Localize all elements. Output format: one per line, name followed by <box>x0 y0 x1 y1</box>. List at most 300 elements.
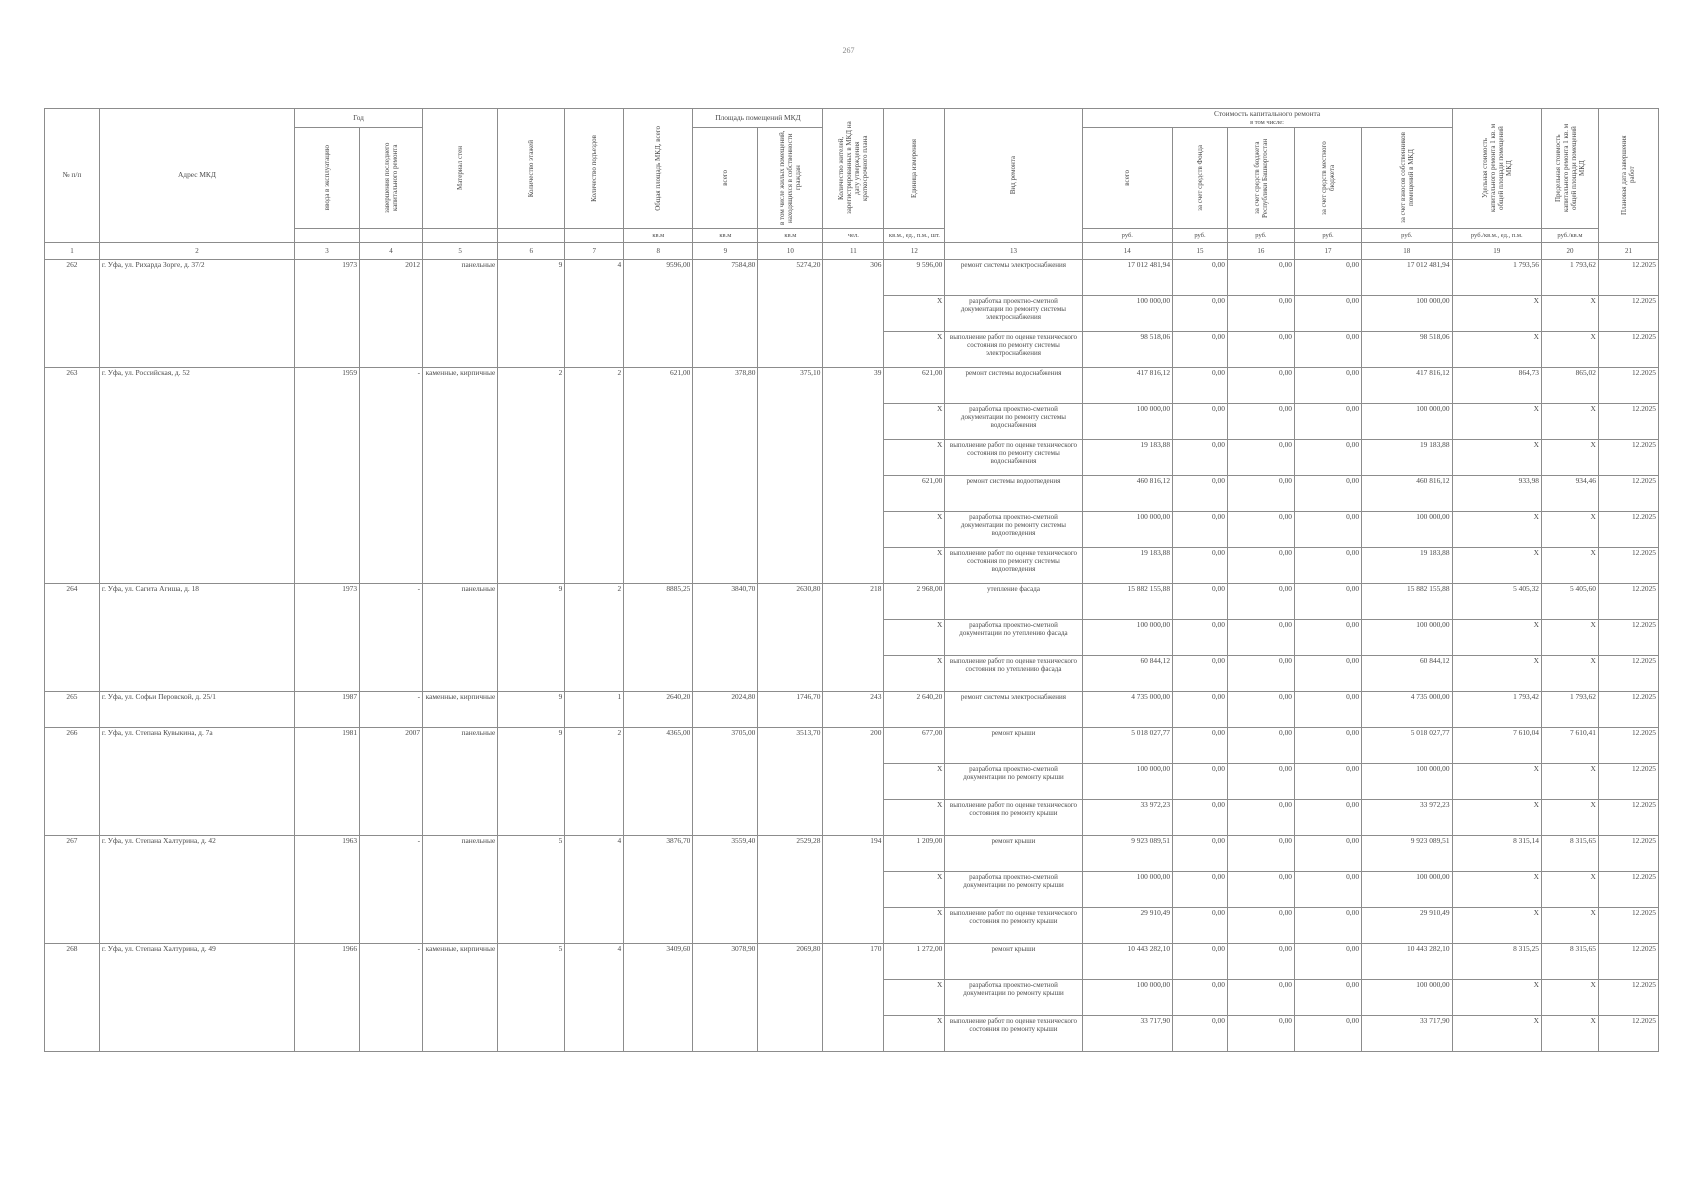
cost-republic-budget: 0,00 <box>1227 583 1294 619</box>
resident-count: 194 <box>823 835 884 943</box>
cost-owners: 19 183,88 <box>1362 439 1453 475</box>
unit-label: руб. <box>1227 228 1294 242</box>
specific-cost: 8 315,14 <box>1452 835 1541 871</box>
due-date: 12.2025 <box>1598 583 1658 619</box>
specific-cost: X <box>1452 331 1541 367</box>
cost-fund: 0,00 <box>1173 835 1228 871</box>
cost-total: 98 518,06 <box>1082 331 1172 367</box>
cost-owners: 460 816,12 <box>1362 475 1453 511</box>
column-number: 19 <box>1452 242 1541 259</box>
year-built: 1973 <box>295 583 360 691</box>
entrance-count: 1 <box>565 691 624 727</box>
cost-local-budget: 0,00 <box>1294 799 1361 835</box>
cost-total: 9 923 089,51 <box>1082 835 1172 871</box>
year-last-repair: - <box>360 835 423 943</box>
residential-area: 5274,20 <box>758 259 823 367</box>
wall-material: каменные, кирпичные <box>423 367 498 583</box>
repair-kind: выполнение работ по оценке технического состояния по ремонту крыши <box>945 907 1082 943</box>
measure-value: 1 209,00 <box>884 835 945 871</box>
repair-kind: разработка проектно-сметной документации по ремонту крыши <box>945 763 1082 799</box>
year-last-repair: 2012 <box>360 259 423 367</box>
cost-republic-budget: 0,00 <box>1227 619 1294 655</box>
total-area: 621,00 <box>624 367 693 583</box>
header-unit: Единица измерения <box>884 109 945 229</box>
entrance-count: 2 <box>565 727 624 835</box>
year-built: 1973 <box>295 259 360 367</box>
residential-area: 3513,70 <box>758 727 823 835</box>
cost-fund: 0,00 <box>1173 943 1228 979</box>
column-number: 2 <box>99 242 294 259</box>
cost-republic-budget: 0,00 <box>1227 403 1294 439</box>
table-body <box>45 259 1659 1051</box>
house-number: 263 <box>45 367 100 583</box>
header-floors: Количество этажей <box>498 109 565 229</box>
due-date: 12.2025 <box>1598 295 1658 331</box>
measure-value: 9 596,00 <box>884 259 945 295</box>
limit-cost: 7 610,41 <box>1541 727 1598 763</box>
header-num: № п/п <box>45 109 100 243</box>
repair-kind: ремонт крыши <box>945 943 1082 979</box>
repair-kind: выполнение работ по оценке технического состояния по ремонту системы электроснабжения <box>945 331 1082 367</box>
cost-owners: 60 844,12 <box>1362 655 1453 691</box>
residential-area: 375,10 <box>758 367 823 583</box>
header-year-built: ввода в эксплуатацию <box>295 127 360 228</box>
cost-republic-budget: 0,00 <box>1227 691 1294 727</box>
cost-fund: 0,00 <box>1173 979 1228 1015</box>
cost-republic-budget: 0,00 <box>1227 763 1294 799</box>
cost-republic-budget: 0,00 <box>1227 367 1294 403</box>
repair-kind: выполнение работ по оценке технического состояния по ремонту системы водоснабжения <box>945 439 1082 475</box>
table-row <box>45 583 1659 619</box>
specific-cost: X <box>1452 439 1541 475</box>
capital-repair-table <box>44 108 1659 1052</box>
cost-fund: 0,00 <box>1173 619 1228 655</box>
due-date: 12.2025 <box>1598 799 1658 835</box>
cost-fund: 0,00 <box>1173 295 1228 331</box>
specific-cost: X <box>1452 655 1541 691</box>
limit-cost: X <box>1541 655 1598 691</box>
cost-republic-budget: 0,00 <box>1227 943 1294 979</box>
limit-cost: X <box>1541 1015 1598 1051</box>
cost-fund: 0,00 <box>1173 1015 1228 1051</box>
repair-kind: ремонт крыши <box>945 727 1082 763</box>
year-last-repair: - <box>360 691 423 727</box>
header-repair-kind: Вид ремонта <box>945 109 1082 243</box>
cost-total: 33 972,23 <box>1082 799 1172 835</box>
cost-local-budget: 0,00 <box>1294 763 1361 799</box>
header-due-date: Плановая дата завершения работ <box>1598 109 1658 243</box>
cost-fund: 0,00 <box>1173 475 1228 511</box>
limit-cost: 934,46 <box>1541 475 1598 511</box>
header-total-area: Общая площадь МКД, всего <box>624 109 693 229</box>
cost-owners: 17 012 481,94 <box>1362 259 1453 295</box>
due-date: 12.2025 <box>1598 691 1658 727</box>
house-address: г. Уфа, ул. Софьи Перовской, д. 25/1 <box>99 691 294 727</box>
column-number: 8 <box>624 242 693 259</box>
repair-kind: ремонт системы электроснабжения <box>945 259 1082 295</box>
floor-count: 5 <box>498 835 565 943</box>
house-address: г. Уфа, ул. Степана Халтурина, д. 49 <box>99 943 294 1051</box>
unit-label: руб./кв.м., ед., п.м. <box>1452 228 1541 242</box>
cost-owners: 5 018 027,77 <box>1362 727 1453 763</box>
due-date: 12.2025 <box>1598 655 1658 691</box>
measure-value: 2 640,20 <box>884 691 945 727</box>
repair-kind: выполнение работ по оценке технического состояния по ремонту системы водоотведения <box>945 547 1082 583</box>
cost-fund: 0,00 <box>1173 907 1228 943</box>
cost-fund: 0,00 <box>1173 367 1228 403</box>
resident-count: 200 <box>823 727 884 835</box>
year-built: 1981 <box>295 727 360 835</box>
cost-fund: 0,00 <box>1173 439 1228 475</box>
cost-fund: 0,00 <box>1173 691 1228 727</box>
column-number: 12 <box>884 242 945 259</box>
measure-value: X <box>884 799 945 835</box>
cost-owners: 33 717,90 <box>1362 1015 1453 1051</box>
limit-cost: X <box>1541 331 1598 367</box>
cost-republic-budget: 0,00 <box>1227 547 1294 583</box>
measure-value: X <box>884 295 945 331</box>
cost-owners: 100 000,00 <box>1362 295 1453 331</box>
cost-fund: 0,00 <box>1173 871 1228 907</box>
floor-count: 9 <box>498 259 565 367</box>
wall-material: панельные <box>423 259 498 367</box>
cost-total: 100 000,00 <box>1082 511 1172 547</box>
resident-count: 243 <box>823 691 884 727</box>
header-cost-local: за счет средств местного бюджета <box>1294 127 1361 228</box>
due-date: 12.2025 <box>1598 259 1658 295</box>
cost-total: 100 000,00 <box>1082 871 1172 907</box>
measure-value: X <box>884 331 945 367</box>
year-built: 1963 <box>295 835 360 943</box>
column-number: 10 <box>758 242 823 259</box>
unit-label: чел. <box>823 228 884 242</box>
cost-total: 4 735 000,00 <box>1082 691 1172 727</box>
cost-fund: 0,00 <box>1173 511 1228 547</box>
cost-total: 29 910,49 <box>1082 907 1172 943</box>
unit-label: кв.м <box>758 228 823 242</box>
house-number: 262 <box>45 259 100 367</box>
resident-count: 170 <box>823 943 884 1051</box>
specific-cost: 933,98 <box>1452 475 1541 511</box>
specific-cost: 1 793,42 <box>1452 691 1541 727</box>
entrance-count: 4 <box>565 943 624 1051</box>
unit-label: кв.м <box>624 228 693 242</box>
column-number: 16 <box>1227 242 1294 259</box>
cost-owners: 33 972,23 <box>1362 799 1453 835</box>
entrance-count: 2 <box>565 583 624 691</box>
cost-owners: 29 910,49 <box>1362 907 1453 943</box>
cost-owners: 9 923 089,51 <box>1362 835 1453 871</box>
cost-total: 100 000,00 <box>1082 979 1172 1015</box>
cost-owners: 417 816,12 <box>1362 367 1453 403</box>
limit-cost: 1 793,62 <box>1541 691 1598 727</box>
limit-cost: X <box>1541 403 1598 439</box>
cost-total: 15 882 155,88 <box>1082 583 1172 619</box>
total-area: 2640,20 <box>624 691 693 727</box>
limit-cost: X <box>1541 799 1598 835</box>
column-number: 18 <box>1362 242 1453 259</box>
cost-local-budget: 0,00 <box>1294 619 1361 655</box>
cost-republic-budget: 0,00 <box>1227 727 1294 763</box>
limit-cost: X <box>1541 619 1598 655</box>
total-area: 3876,70 <box>624 835 693 943</box>
header-area-all: всего <box>693 127 758 228</box>
header-specific-cost: Удельная стоимость капитального ремонта 1 кв. м общей площади помещений МКД <box>1452 109 1541 229</box>
specific-cost: X <box>1452 511 1541 547</box>
limit-cost: X <box>1541 439 1598 475</box>
cost-total: 60 844,12 <box>1082 655 1172 691</box>
house-number: 267 <box>45 835 100 943</box>
measure-value: 2 968,00 <box>884 583 945 619</box>
floor-count: 9 <box>498 583 565 691</box>
residential-area: 2069,80 <box>758 943 823 1051</box>
house-address: г. Уфа, ул. Степана Кувыкина, д. 7а <box>99 727 294 835</box>
cost-total: 100 000,00 <box>1082 403 1172 439</box>
specific-cost: X <box>1452 547 1541 583</box>
house-address: г. Уфа, ул. Степана Халтурина, д. 42 <box>99 835 294 943</box>
floor-count: 2 <box>498 367 565 583</box>
header-cost-rb: за счет средств бюджета Республики Башкортостан <box>1227 127 1294 228</box>
resident-count: 218 <box>823 583 884 691</box>
repair-kind: разработка проектно-сметной документации по ремонту системы электроснабжения <box>945 295 1082 331</box>
house-address: г. Уфа, ул. Сагита Агиша, д. 18 <box>99 583 294 691</box>
measure-value: X <box>884 439 945 475</box>
column-number: 15 <box>1173 242 1228 259</box>
cost-owners: 100 000,00 <box>1362 979 1453 1015</box>
cost-fund: 0,00 <box>1173 727 1228 763</box>
due-date: 12.2025 <box>1598 979 1658 1015</box>
unit-label: руб. <box>1082 228 1172 242</box>
column-number: 20 <box>1541 242 1598 259</box>
premises-area: 3705,00 <box>693 727 758 835</box>
floor-count: 9 <box>498 691 565 727</box>
year-last-repair: 2007 <box>360 727 423 835</box>
repair-kind: утепление фасада <box>945 583 1082 619</box>
limit-cost: X <box>1541 979 1598 1015</box>
repair-kind: ремонт системы водоснабжения <box>945 367 1082 403</box>
repair-kind: ремонт системы водоотведения <box>945 475 1082 511</box>
limit-cost: 865,02 <box>1541 367 1598 403</box>
due-date: 12.2025 <box>1598 403 1658 439</box>
cost-local-budget: 0,00 <box>1294 691 1361 727</box>
repair-kind: ремонт крыши <box>945 835 1082 871</box>
specific-cost: X <box>1452 295 1541 331</box>
unit-label: кв.м <box>693 228 758 242</box>
due-date: 12.2025 <box>1598 835 1658 871</box>
premises-area: 3559,40 <box>693 835 758 943</box>
total-area: 4365,00 <box>624 727 693 835</box>
specific-cost: X <box>1452 1015 1541 1051</box>
specific-cost: X <box>1452 619 1541 655</box>
table-row <box>45 691 1659 727</box>
premises-area: 378,80 <box>693 367 758 583</box>
cost-fund: 0,00 <box>1173 583 1228 619</box>
unit-label: руб. <box>1173 228 1228 242</box>
wall-material: каменные, кирпичные <box>423 691 498 727</box>
measure-value: X <box>884 511 945 547</box>
cost-local-budget: 0,00 <box>1294 259 1361 295</box>
column-number: 17 <box>1294 242 1361 259</box>
cost-owners: 100 000,00 <box>1362 871 1453 907</box>
entrance-count: 2 <box>565 367 624 583</box>
wall-material: панельные <box>423 835 498 943</box>
measure-value: X <box>884 1015 945 1051</box>
cost-total: 5 018 027,77 <box>1082 727 1172 763</box>
header-address: Адрес МКД <box>99 109 294 243</box>
table-row <box>45 367 1659 403</box>
year-built: 1966 <box>295 943 360 1051</box>
column-number: 14 <box>1082 242 1172 259</box>
cost-fund: 0,00 <box>1173 547 1228 583</box>
limit-cost: 1 793,62 <box>1541 259 1598 295</box>
house-number: 268 <box>45 943 100 1051</box>
measure-value: 1 272,00 <box>884 943 945 979</box>
unit-label: руб./кв.м <box>1541 228 1598 242</box>
cost-republic-budget: 0,00 <box>1227 511 1294 547</box>
due-date: 12.2025 <box>1598 367 1658 403</box>
cost-fund: 0,00 <box>1173 331 1228 367</box>
cost-local-budget: 0,00 <box>1294 583 1361 619</box>
specific-cost: X <box>1452 871 1541 907</box>
column-number: 11 <box>823 242 884 259</box>
wall-material: панельные <box>423 727 498 835</box>
header-limit-cost: Предельная стоимость капитального ремонта 1 кв. м общей площади помещений МКД <box>1541 109 1598 229</box>
cost-total: 33 717,90 <box>1082 1015 1172 1051</box>
repair-kind: разработка проектно-сметной документации по ремонту системы водоснабжения <box>945 403 1082 439</box>
measure-value: 621,00 <box>884 475 945 511</box>
cost-republic-budget: 0,00 <box>1227 475 1294 511</box>
cost-total: 10 443 282,10 <box>1082 943 1172 979</box>
limit-cost: X <box>1541 295 1598 331</box>
measure-value: X <box>884 655 945 691</box>
premises-area: 3840,70 <box>693 583 758 691</box>
due-date: 12.2025 <box>1598 439 1658 475</box>
house-number: 264 <box>45 583 100 691</box>
cost-owners: 100 000,00 <box>1362 763 1453 799</box>
column-number: 7 <box>565 242 624 259</box>
house-address: г. Уфа, ул. Рихарда Зорге, д. 37/2 <box>99 259 294 367</box>
cost-fund: 0,00 <box>1173 763 1228 799</box>
measure-value: X <box>884 871 945 907</box>
year-built: 1987 <box>295 691 360 727</box>
cost-total: 17 012 481,94 <box>1082 259 1172 295</box>
measure-value: X <box>884 763 945 799</box>
header-material: Материал стен <box>423 109 498 229</box>
cost-total: 100 000,00 <box>1082 295 1172 331</box>
cost-owners: 19 183,88 <box>1362 547 1453 583</box>
cost-republic-budget: 0,00 <box>1227 655 1294 691</box>
cost-local-budget: 0,00 <box>1294 331 1361 367</box>
repair-kind: разработка проектно-сметной документации по ремонту крыши <box>945 979 1082 1015</box>
due-date: 12.2025 <box>1598 1015 1658 1051</box>
header-cost-owners: за счет взносов собственников помещений в МКД <box>1362 127 1453 228</box>
cost-fund: 0,00 <box>1173 799 1228 835</box>
cost-owners: 100 000,00 <box>1362 619 1453 655</box>
cost-republic-budget: 0,00 <box>1227 871 1294 907</box>
year-last-repair: - <box>360 943 423 1051</box>
column-number: 1 <box>45 242 100 259</box>
cost-total: 19 183,88 <box>1082 439 1172 475</box>
measure-value: X <box>884 907 945 943</box>
cost-local-budget: 0,00 <box>1294 511 1361 547</box>
cost-total: 417 816,12 <box>1082 367 1172 403</box>
residential-area: 1746,70 <box>758 691 823 727</box>
cost-republic-budget: 0,00 <box>1227 835 1294 871</box>
cost-fund: 0,00 <box>1173 655 1228 691</box>
cost-local-budget: 0,00 <box>1294 835 1361 871</box>
due-date: 12.2025 <box>1598 763 1658 799</box>
cost-republic-budget: 0,00 <box>1227 439 1294 475</box>
cost-republic-budget: 0,00 <box>1227 1015 1294 1051</box>
cost-total: 100 000,00 <box>1082 619 1172 655</box>
repair-kind: ремонт системы электроснабжения <box>945 691 1082 727</box>
unit-label: руб. <box>1362 228 1453 242</box>
column-number: 3 <box>295 242 360 259</box>
header-area-residential: в том числе жилых помещений, находящихся в собственности граждан <box>758 127 823 228</box>
header-area-group: Площадь помещений МКД <box>693 109 823 128</box>
measure-value: X <box>884 547 945 583</box>
limit-cost: 5 405,60 <box>1541 583 1598 619</box>
premises-area: 2024,80 <box>693 691 758 727</box>
cost-owners: 15 882 155,88 <box>1362 583 1453 619</box>
column-number: 9 <box>693 242 758 259</box>
wall-material: панельные <box>423 583 498 691</box>
due-date: 12.2025 <box>1598 871 1658 907</box>
header-residents: Количество жителей, зарегистрированных в МКД на дату утверждения краткосрочного плана <box>823 109 884 229</box>
specific-cost: X <box>1452 979 1541 1015</box>
table-row <box>45 259 1659 295</box>
cost-local-budget: 0,00 <box>1294 979 1361 1015</box>
repair-kind: выполнение работ по оценке технического состояния по ремонту крыши <box>945 1015 1082 1051</box>
specific-cost: 5 405,32 <box>1452 583 1541 619</box>
column-number: 4 <box>360 242 423 259</box>
house-address: г. Уфа, ул. Российская, д. 52 <box>99 367 294 583</box>
cost-local-budget: 0,00 <box>1294 295 1361 331</box>
cost-local-budget: 0,00 <box>1294 1015 1361 1051</box>
table-row <box>45 835 1659 871</box>
measure-value: X <box>884 403 945 439</box>
column-number: 6 <box>498 242 565 259</box>
premises-area: 7584,80 <box>693 259 758 367</box>
house-number: 265 <box>45 691 100 727</box>
column-number: 21 <box>1598 242 1658 259</box>
specific-cost: X <box>1452 907 1541 943</box>
unit-label: руб. <box>1294 228 1361 242</box>
cost-owners: 100 000,00 <box>1362 403 1453 439</box>
cost-owners: 4 735 000,00 <box>1362 691 1453 727</box>
table-row <box>45 727 1659 763</box>
cost-local-budget: 0,00 <box>1294 907 1361 943</box>
repair-kind: разработка проектно-сметной документации по утеплению фасада <box>945 619 1082 655</box>
residential-area: 2529,28 <box>758 835 823 943</box>
due-date: 12.2025 <box>1598 907 1658 943</box>
column-number: 13 <box>945 242 1082 259</box>
specific-cost: 7 610,04 <box>1452 727 1541 763</box>
wall-material: каменные, кирпичные <box>423 943 498 1051</box>
resident-count: 39 <box>823 367 884 583</box>
cost-local-budget: 0,00 <box>1294 439 1361 475</box>
repair-kind: разработка проектно-сметной документации по ремонту крыши <box>945 871 1082 907</box>
measure-value: 677,00 <box>884 727 945 763</box>
total-area: 8885,25 <box>624 583 693 691</box>
limit-cost: X <box>1541 871 1598 907</box>
cost-republic-budget: 0,00 <box>1227 331 1294 367</box>
cost-owners: 100 000,00 <box>1362 511 1453 547</box>
resident-count: 306 <box>823 259 884 367</box>
residential-area: 2630,80 <box>758 583 823 691</box>
cost-republic-budget: 0,00 <box>1227 979 1294 1015</box>
year-last-repair: - <box>360 367 423 583</box>
